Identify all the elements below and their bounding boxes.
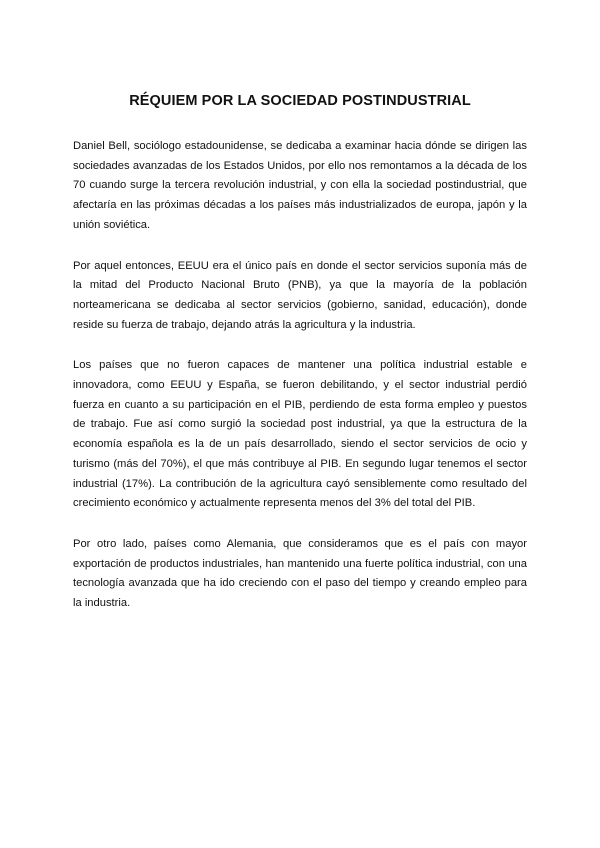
- document-body: [73, 137, 527, 635]
- document-title: RÉQUIEM POR LA SOCIEDAD POSTINDUSTRIAL: [129, 93, 471, 109]
- paragraph-2: Por aquel entonces, EEUU era el único país en donde el sector servicios suponía más de la mitad del Producto Nacional Bruto (PNB), ya que la mayoría de la población norteamericana se dedicaba al sector servicios (gobierno, sanidad, educación), donde reside su fuerza de trabajo, dejando atrás la agricultura y la industria.: [73, 259, 527, 331]
- paragraph-1: Daniel Bell, sociólogo estadounidense, se dedicaba a examinar hacia dónde se dirigen las sociedades avanzadas de los Estados Unidos, por ello nos remontamos a la década de los 70 cuando surge la tercera revolución industrial, y con ella la sociedad postindustrial, que afectaría en las próximas décadas a los países más industrializados de europa, japón y la unión soviética.: [73, 140, 527, 231]
- paragraph-4: Por otro lado, países como Alemania, que consideramos que es el país con mayor exportación de productos industriales, han mantenido una fuerte política industrial, con una tecnología avanzada que ha ido creciendo con el paso del tiempo y creando empleo para la industria.: [73, 537, 527, 610]
- paragraph-3: Los países que no fueron capaces de mantener una política industrial estable e innovadora, como EEUU y España, se fueron debilitando, y el sector industrial perdió fuerza en cuanto a su participación en el PIB, perdiendo de esta forma empleo y puestos de trabajo. Fue así como surgió la sociedad post industrial, ya que la estructura de la economía española es la de un país desarrollado, siendo el sector servicios de ocio y turismo (más del 70%), el que más contribuye al PIB. En segundo lugar tenemos el sector industrial (17%). La contribución de la agricultura cayó sensiblemente como resultado del crecimiento económico y actualmente representa menos del 3% del total del PIB.: [73, 359, 527, 510]
